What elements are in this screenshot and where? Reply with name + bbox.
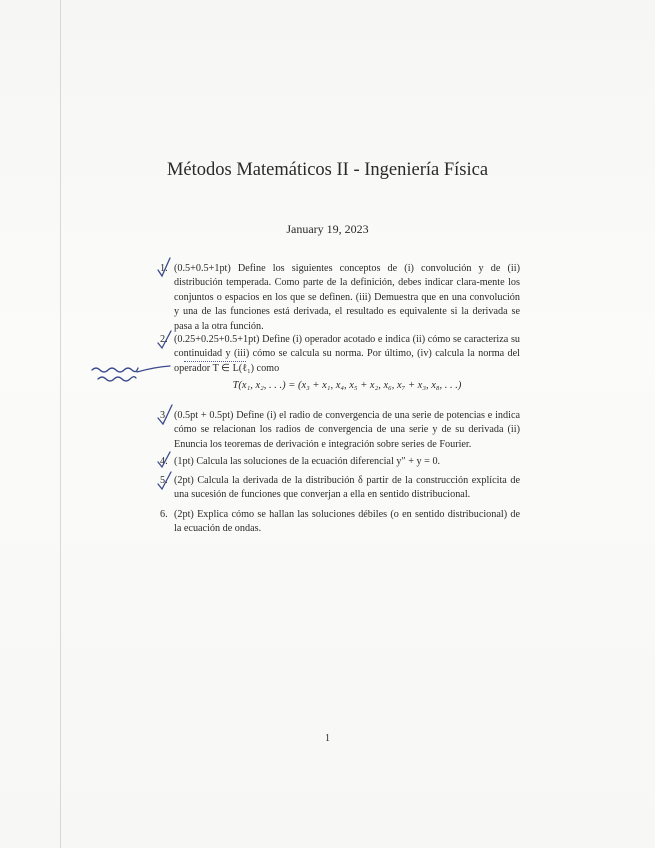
handwritten-underline	[184, 361, 246, 363]
question-text: (2pt) Calcula la derivada de la distribución δ partir de la construcción explícita de una sucesión de funciones que converjan a ella en sentido distribucional.	[174, 475, 520, 501]
arrow-line-icon	[137, 366, 170, 372]
question-number: 5.	[160, 475, 168, 486]
question-text: (2pt) Explica cómo se hallan las soluciones débiles (o en sentido distribucional) de la ecuación de ondas.	[174, 509, 520, 535]
question-2	[160, 333, 520, 376]
scan-edge-line	[60, 0, 61, 848]
question-number: 1.	[160, 263, 168, 274]
question-4	[160, 455, 520, 469]
question-number: 3.	[160, 410, 168, 421]
question-number: 2.	[160, 334, 168, 345]
operator-formula: T(x₁, x₂, . . .) = (x₃ + x₁, x₄, x₅ + x₂, x₆, x₇ + x₃, x₈, . . .)	[232, 380, 462, 391]
document-title: Métodos Matemáticos II - Ingeniería Física	[166, 160, 489, 180]
margin-scribble-icon	[92, 368, 138, 372]
document-date: January 19, 2023	[286, 222, 369, 236]
question-6	[160, 508, 520, 537]
page-number: 1	[325, 733, 330, 744]
question-text: (1pt) Calcula las soluciones de la ecuación diferencial y″ + y = 0.	[174, 456, 441, 467]
question-5	[160, 474, 520, 503]
question-text: (0.5+0.5+1pt) Define los siguientes conceptos de (i) convolución y de (ii) distribución temperada. Como parte de la definición, debes indicar clara-mente los conjuntos o espacios en los que se definen. (iii) Demuestra que en una convolución y una de las funciones está derivada, el resultado es equivalente si la derivada se pasa a la otra función.	[174, 263, 520, 332]
question-text: (0.5pt + 0.5pt) Define (i) el radio de convergencia de una serie de potencias e indica cómo se relacionan los radios de convergencia de una serie y de su derivada (ii) Enuncia los teoremas de derivación e integración sobre series de Fourier.	[174, 410, 520, 450]
question-1	[160, 262, 520, 334]
question-number: 6.	[160, 509, 168, 520]
question-text: (0.25+0.25+0.5+1pt) Define (i) operador acotado e indica (ii) cómo se caracteriza su continuidad y (iii) cómo se calcula su norma. Por último, (iv) calcula la norma del operador T ∈ L(ℓ₁) como	[174, 334, 520, 374]
question-number: 4.	[160, 456, 168, 467]
question-3	[160, 409, 520, 452]
margin-scribble-icon	[98, 377, 136, 381]
